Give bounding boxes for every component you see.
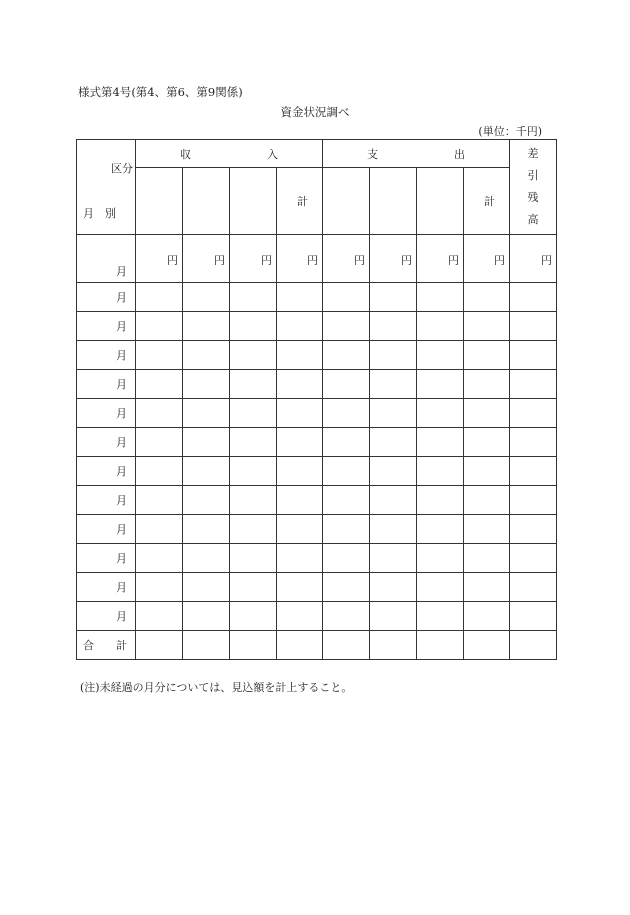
amount-cell — [230, 602, 277, 631]
yen-unit-cell: 円 — [464, 235, 510, 283]
amount-cell — [136, 573, 183, 602]
amount-cell — [510, 428, 557, 457]
amount-cell — [370, 428, 417, 457]
month-cell: 月 — [77, 544, 136, 573]
amount-cell — [510, 370, 557, 399]
amount-cell — [183, 283, 230, 312]
amount-cell — [370, 544, 417, 573]
amount-cell — [417, 544, 464, 573]
expense-item-header-3 — [417, 168, 464, 235]
amount-cell — [230, 341, 277, 370]
amount-cell — [510, 399, 557, 428]
total-label: 合 計 — [77, 631, 136, 660]
amount-cell — [183, 573, 230, 602]
total-amount-cell — [323, 631, 370, 660]
amount-cell — [183, 341, 230, 370]
expense-header-left: 支 — [367, 147, 378, 161]
amount-cell — [277, 486, 323, 515]
month-cell: 月 — [77, 370, 136, 399]
total-amount-cell — [183, 631, 230, 660]
amount-cell — [370, 602, 417, 631]
amount-cell — [464, 341, 510, 370]
total-amount-cell — [277, 631, 323, 660]
expense-header-right: 出 — [454, 147, 465, 161]
amount-cell — [510, 283, 557, 312]
amount-cell — [417, 312, 464, 341]
total-amount-cell — [136, 631, 183, 660]
amount-cell — [323, 486, 370, 515]
amount-cell — [230, 399, 277, 428]
month-cell: 月 — [77, 573, 136, 602]
amount-cell — [370, 312, 417, 341]
amount-cell — [136, 370, 183, 399]
amount-cell — [370, 515, 417, 544]
amount-cell — [464, 602, 510, 631]
amount-cell — [136, 283, 183, 312]
balance-header — [510, 140, 557, 235]
amount-cell — [370, 370, 417, 399]
income-subtotal-header: 計 — [277, 168, 323, 235]
amount-cell — [464, 515, 510, 544]
amount-cell — [136, 544, 183, 573]
amount-cell — [370, 457, 417, 486]
amount-cell — [323, 515, 370, 544]
balance-char: 残 — [527, 191, 539, 204]
amount-cell — [230, 544, 277, 573]
amount-cell — [323, 573, 370, 602]
amount-cell — [230, 428, 277, 457]
income-header-right: 入 — [267, 147, 278, 161]
amount-cell — [277, 399, 323, 428]
amount-cell — [370, 341, 417, 370]
amount-cell — [323, 457, 370, 486]
funds-status-table — [76, 139, 557, 660]
amount-cell — [323, 312, 370, 341]
amount-cell — [464, 486, 510, 515]
amount-cell — [417, 573, 464, 602]
amount-cell — [464, 457, 510, 486]
amount-cell — [277, 573, 323, 602]
amount-cell — [510, 312, 557, 341]
amount-cell — [370, 283, 417, 312]
amount-cell — [230, 457, 277, 486]
balance-char: 引 — [527, 169, 539, 182]
amount-cell — [417, 341, 464, 370]
amount-cell — [230, 370, 277, 399]
table-row — [77, 573, 557, 602]
amount-cell — [183, 399, 230, 428]
amount-cell — [230, 283, 277, 312]
amount-cell — [417, 399, 464, 428]
income-header-left: 収 — [180, 147, 191, 161]
yen-unit-cell: 円 — [370, 235, 417, 283]
amount-cell — [136, 457, 183, 486]
amount-cell — [183, 457, 230, 486]
yen-unit-cell: 円 — [230, 235, 277, 283]
amount-cell — [136, 341, 183, 370]
amount-cell — [230, 312, 277, 341]
expense-item-header-2 — [370, 168, 417, 235]
amount-cell — [183, 602, 230, 631]
footnote: (注)未経過の月分については、見込額を計上すること。 — [80, 681, 353, 694]
kubun-label: 区分 — [111, 162, 133, 175]
balance-char: 高 — [527, 213, 539, 226]
amount-cell — [277, 602, 323, 631]
amount-cell — [323, 341, 370, 370]
form-number-label: 様式第4号(第4、第6、第9関係) — [78, 85, 243, 99]
amount-cell — [510, 486, 557, 515]
month-cell: 月 — [77, 235, 136, 283]
expense-subtotal-header: 計 — [464, 168, 510, 235]
amount-cell — [464, 312, 510, 341]
income-item-header-2 — [183, 168, 230, 235]
amount-cell — [464, 399, 510, 428]
total-amount-cell — [510, 631, 557, 660]
month-cell: 月 — [77, 515, 136, 544]
table-row — [77, 235, 557, 283]
amount-cell — [417, 370, 464, 399]
total-amount-cell — [230, 631, 277, 660]
amount-cell — [464, 370, 510, 399]
amount-cell — [136, 428, 183, 457]
amount-cell — [323, 283, 370, 312]
amount-cell — [510, 602, 557, 631]
month-cell: 月 — [77, 312, 136, 341]
amount-cell — [510, 457, 557, 486]
corner-header-cell — [77, 140, 136, 235]
total-amount-cell — [417, 631, 464, 660]
balance-char: 差 — [527, 147, 539, 160]
amount-cell — [323, 428, 370, 457]
table-row — [77, 544, 557, 573]
amount-cell — [464, 573, 510, 602]
amount-cell — [230, 573, 277, 602]
table-row — [77, 515, 557, 544]
amount-cell — [183, 544, 230, 573]
yen-unit-cell: 円 — [136, 235, 183, 283]
month-cell: 月 — [77, 341, 136, 370]
yen-unit-cell: 円 — [417, 235, 464, 283]
amount-cell — [277, 428, 323, 457]
amount-cell — [136, 602, 183, 631]
amount-cell — [370, 573, 417, 602]
amount-cell — [417, 283, 464, 312]
amount-cell — [136, 486, 183, 515]
month-cell: 月 — [77, 428, 136, 457]
amount-cell — [370, 486, 417, 515]
amount-cell — [183, 428, 230, 457]
month-cell: 月 — [77, 399, 136, 428]
amount-cell — [277, 312, 323, 341]
yen-unit-cell: 円 — [277, 235, 323, 283]
unit-note: (単位：千円) — [478, 125, 542, 138]
amount-cell — [417, 428, 464, 457]
amount-cell — [230, 486, 277, 515]
tsukibetsu-label: 月 別 — [83, 207, 116, 220]
table-row — [77, 486, 557, 515]
amount-cell — [370, 399, 417, 428]
amount-cell — [136, 312, 183, 341]
table-row — [77, 341, 557, 370]
total-amount-cell — [464, 631, 510, 660]
month-cell: 月 — [77, 457, 136, 486]
amount-cell — [323, 602, 370, 631]
income-item-header-1 — [136, 168, 183, 235]
amount-cell — [136, 399, 183, 428]
document-title: 資金状況調べ — [280, 105, 350, 119]
yen-unit-cell: 円 — [323, 235, 370, 283]
yen-unit-cell: 円 — [510, 235, 557, 283]
month-cell: 月 — [77, 283, 136, 312]
amount-cell — [277, 370, 323, 399]
amount-cell — [510, 544, 557, 573]
amount-cell — [323, 370, 370, 399]
amount-cell — [417, 602, 464, 631]
expense-header — [323, 140, 510, 168]
amount-cell — [510, 573, 557, 602]
income-item-header-3 — [230, 168, 277, 235]
month-cell: 月 — [77, 486, 136, 515]
table-row — [77, 457, 557, 486]
amount-cell — [277, 283, 323, 312]
amount-cell — [510, 515, 557, 544]
amount-cell — [464, 283, 510, 312]
amount-cell — [136, 515, 183, 544]
total-row — [77, 631, 557, 660]
amount-cell — [323, 399, 370, 428]
table-row — [77, 283, 557, 312]
table-row — [77, 399, 557, 428]
amount-cell — [464, 428, 510, 457]
amount-cell — [183, 515, 230, 544]
table-row — [77, 370, 557, 399]
income-header — [136, 140, 323, 168]
expense-item-header-1 — [323, 168, 370, 235]
amount-cell — [183, 312, 230, 341]
amount-cell — [510, 341, 557, 370]
month-cell: 月 — [77, 602, 136, 631]
yen-unit-cell: 円 — [183, 235, 230, 283]
amount-cell — [417, 515, 464, 544]
table-row — [77, 602, 557, 631]
amount-cell — [277, 341, 323, 370]
amount-cell — [183, 486, 230, 515]
amount-cell — [277, 457, 323, 486]
amount-cell — [417, 457, 464, 486]
amount-cell — [464, 544, 510, 573]
total-amount-cell — [370, 631, 417, 660]
table-row — [77, 428, 557, 457]
amount-cell — [323, 544, 370, 573]
amount-cell — [277, 515, 323, 544]
amount-cell — [417, 486, 464, 515]
amount-cell — [183, 370, 230, 399]
amount-cell — [230, 515, 277, 544]
table-row — [77, 312, 557, 341]
amount-cell — [277, 544, 323, 573]
